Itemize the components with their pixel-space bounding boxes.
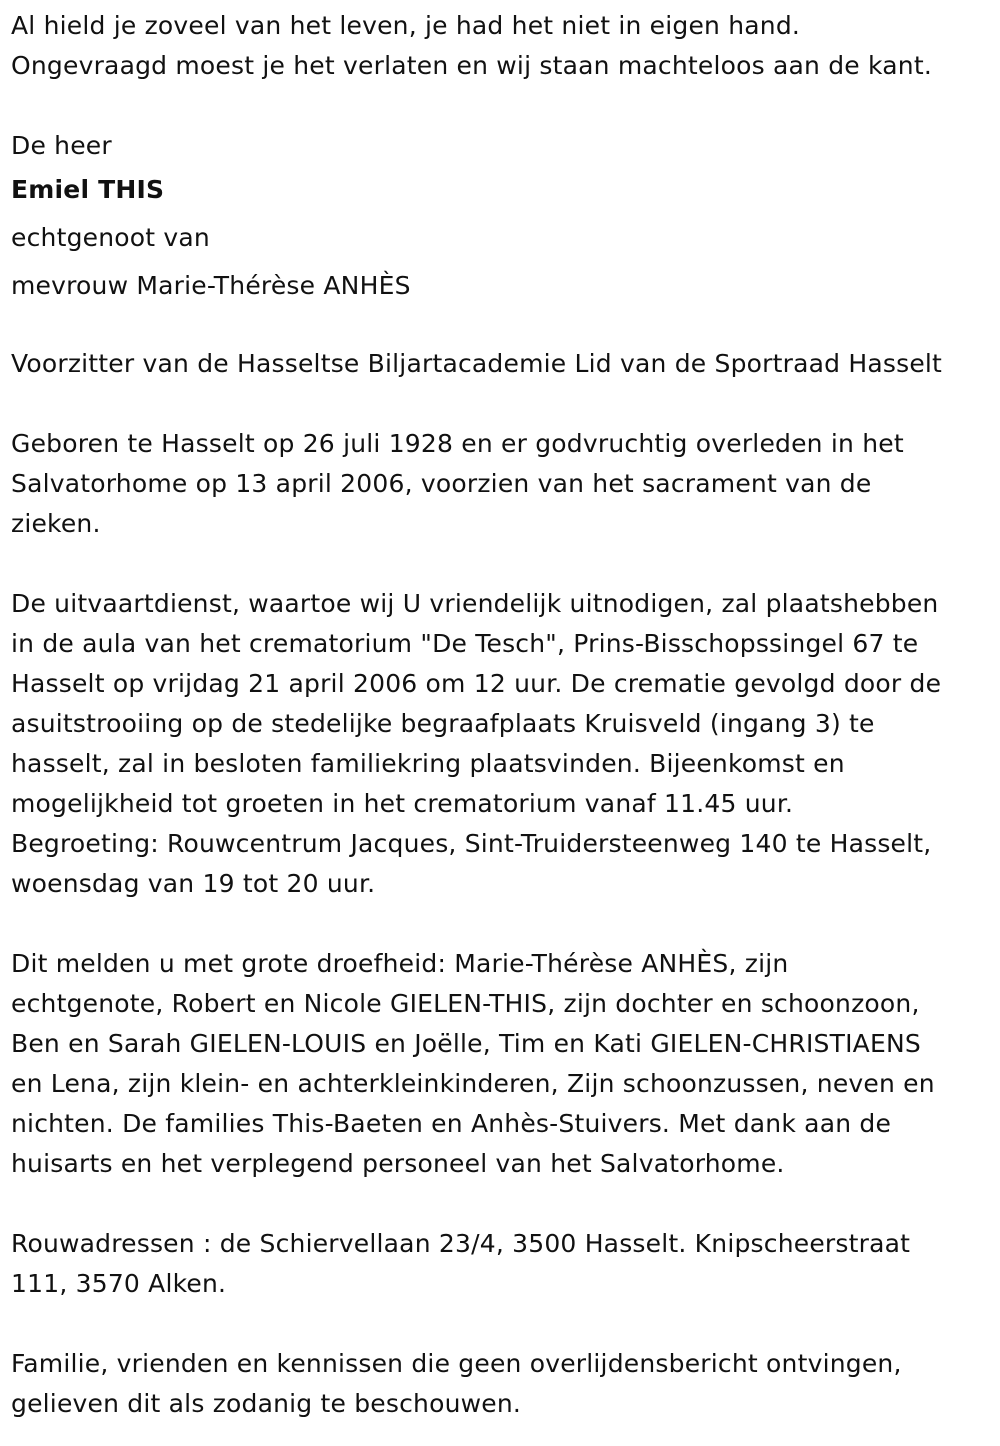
paragraph-line: in de aula van het crematorium "De Tesch", Prins-Bisschopssingel 67 te (11, 629, 919, 658)
paragraph-line: 111, 3570 Alken. (11, 1269, 227, 1298)
relation-text: echtgenoot van (11, 223, 210, 252)
name-block (11, 126, 990, 310)
birth-death-paragraph (11, 424, 990, 544)
paragraph-line: echtgenote, Robert en Nicole GIELEN-THIS, zijn dochter en schoonzoon, (11, 989, 920, 1018)
paragraph-line: huisarts en het verplegend personeel van het Salvatorhome. (11, 1149, 785, 1178)
paragraph-line: asuitstrooiing op de stedelijke begraafplaats Kruisveld (ingang 3) te (11, 709, 875, 738)
deceased-name: Emiel THIS (11, 175, 165, 204)
paragraph-line: zieken. (11, 509, 101, 538)
paragraph-line: Geboren te Hasselt op 26 juli 1928 en er godvruchtig overleden in het (11, 429, 904, 458)
paragraph-line: Salvatorhome op 13 april 2006, voorzien van het sacrament van de (11, 469, 872, 498)
addresses-paragraph (11, 1224, 990, 1304)
paragraph-line: nichten. De families This-Baeten en Anhès-Stuivers. Met dank aan de (11, 1109, 892, 1138)
paragraph-line: Begroeting: Rouwcentrum Jacques, Sint-Truidersteenweg 140 te Hasselt, (11, 829, 932, 858)
paragraph-line: Hasselt op vrijdag 21 april 2006 om 12 uur. De crematie gevolgd door de (11, 669, 942, 698)
family-paragraph (11, 944, 990, 1184)
paragraph-line: woensdag van 19 tot 20 uur. (11, 869, 376, 898)
paragraph-line: De uitvaartdienst, waartoe wij U vriendelijk uitnodigen, zal plaatshebben (11, 589, 939, 618)
spouse-name: mevrouw Marie-Thérèse ANHÈS (11, 271, 411, 300)
paragraph-line: Dit melden u met grote droefheid: Marie-Thérèse ANHÈS, zijn (11, 949, 789, 978)
service-paragraph (11, 584, 990, 904)
paragraph-line: Rouwadressen : de Schiervellaan 23/4, 3500 Hasselt. Knipscheerstraat (11, 1229, 911, 1258)
role-text: Voorzitter van de Hasseltse Biljartacademie Lid van de Sportraad Hasselt (11, 349, 943, 378)
paragraph-line: mogelijkheid tot groeten in het crematorium vanaf 11.45 uur. (11, 789, 794, 818)
intro-verse (11, 6, 990, 86)
paragraph-line: Ben en Sarah GIELEN-LOUIS en Joëlle, Tim en Kati GIELEN-CHRISTIAENS (11, 1029, 921, 1058)
salutation: De heer (11, 131, 112, 160)
paragraph-line: en Lena, zijn klein- en achterkleinkinderen, Zijn schoonzussen, neven en (11, 1069, 935, 1098)
paragraph-line: hasselt, zal in besloten familiekring plaatsvinden. Bijeenkomst en (11, 749, 845, 778)
closing-paragraph (11, 1344, 990, 1424)
intro-line: Al hield je zoveel van het leven, je had het niet in eigen hand. (11, 11, 801, 40)
paragraph-line: gelieven dit als zodanig te beschouwen. (11, 1389, 522, 1418)
intro-line: Ongevraagd moest je het verlaten en wij staan machteloos aan de kant. (11, 51, 932, 80)
paragraph-line: Familie, vrienden en kennissen die geen overlijdensbericht ontvingen, (11, 1349, 902, 1378)
